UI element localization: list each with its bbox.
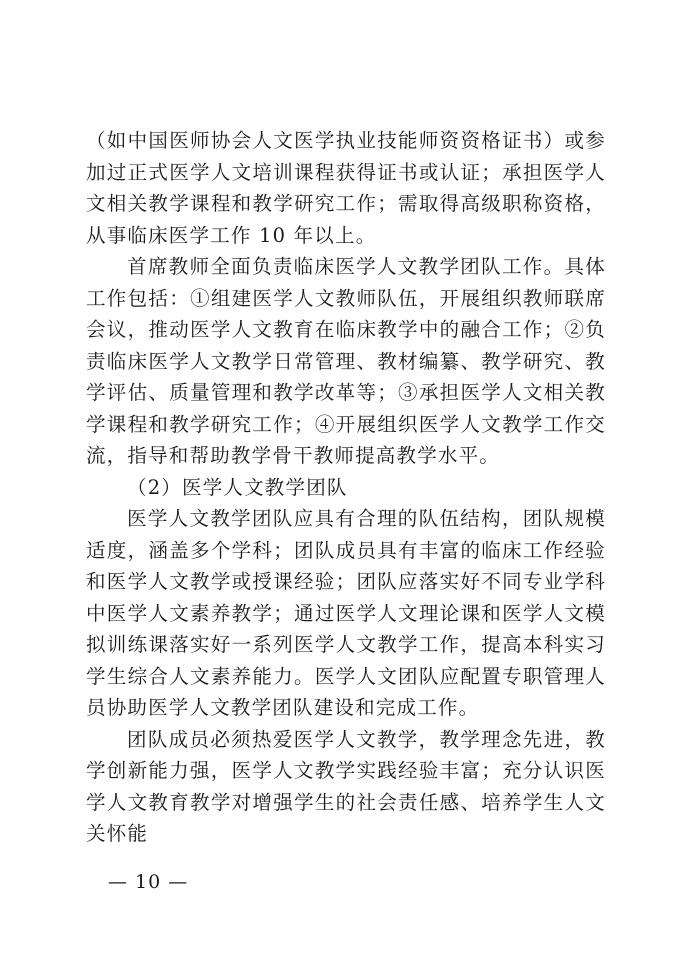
paragraph-team-structure: 医学人文教学团队应具有合理的队伍结构，团队规模适度，涵盖多个学科；团队成员具有丰富的临床工作经验和医学人文教学或授课经验；团队应落实好不同专业学科中医学人文素养教学；通过医学人文理论课和医学人文模拟训练课落实好一系列医学人文教学工作，提高本科实习学生综合人文素养能力。医学人文团队应配置专职管理人员协助医学人文教学团队建设和完成工作。 [86, 507, 606, 719]
paragraph-chief-teacher-duties: 首席教师全面负责临床医学人文教学团队工作。具体工作包括：①组建医学人文教师队伍，开展组织教师联席会议，推动医学人文教育在临床教学中的融合工作；②负责临床医学人文教学日常管理、教材编纂、教学研究、教学评估、质量管理和教学改革等；③承担医学人文相关教学课程和教学研究工作；④开展组织医学人文教学工作交流，指导和帮助教学骨干教师提高教学水平。 [86, 255, 606, 467]
body-text [86, 125, 606, 850]
page-number: — 10 — [108, 871, 189, 893]
paragraph-team-members: 团队成员必须热爱医学人文教学，教学理念先进，教学创新能力强，医学人文教学实践经验丰富；充分认识医学人文教育教学对增强学生的社会责任感、培养学生人文关怀能 [86, 727, 606, 845]
section-heading-teaching-team: （2）医学人文教学团队 [127, 475, 348, 499]
paragraph-qualification-continued: （如中国医师协会人文医学执业技能师资资格证书）或参加过正式医学人文培训课程获得证书或认证；承担医学人文相关教学课程和教学研究工作；需取得高级职称资格，从事临床医学工作 10 年以上。 [86, 129, 606, 247]
